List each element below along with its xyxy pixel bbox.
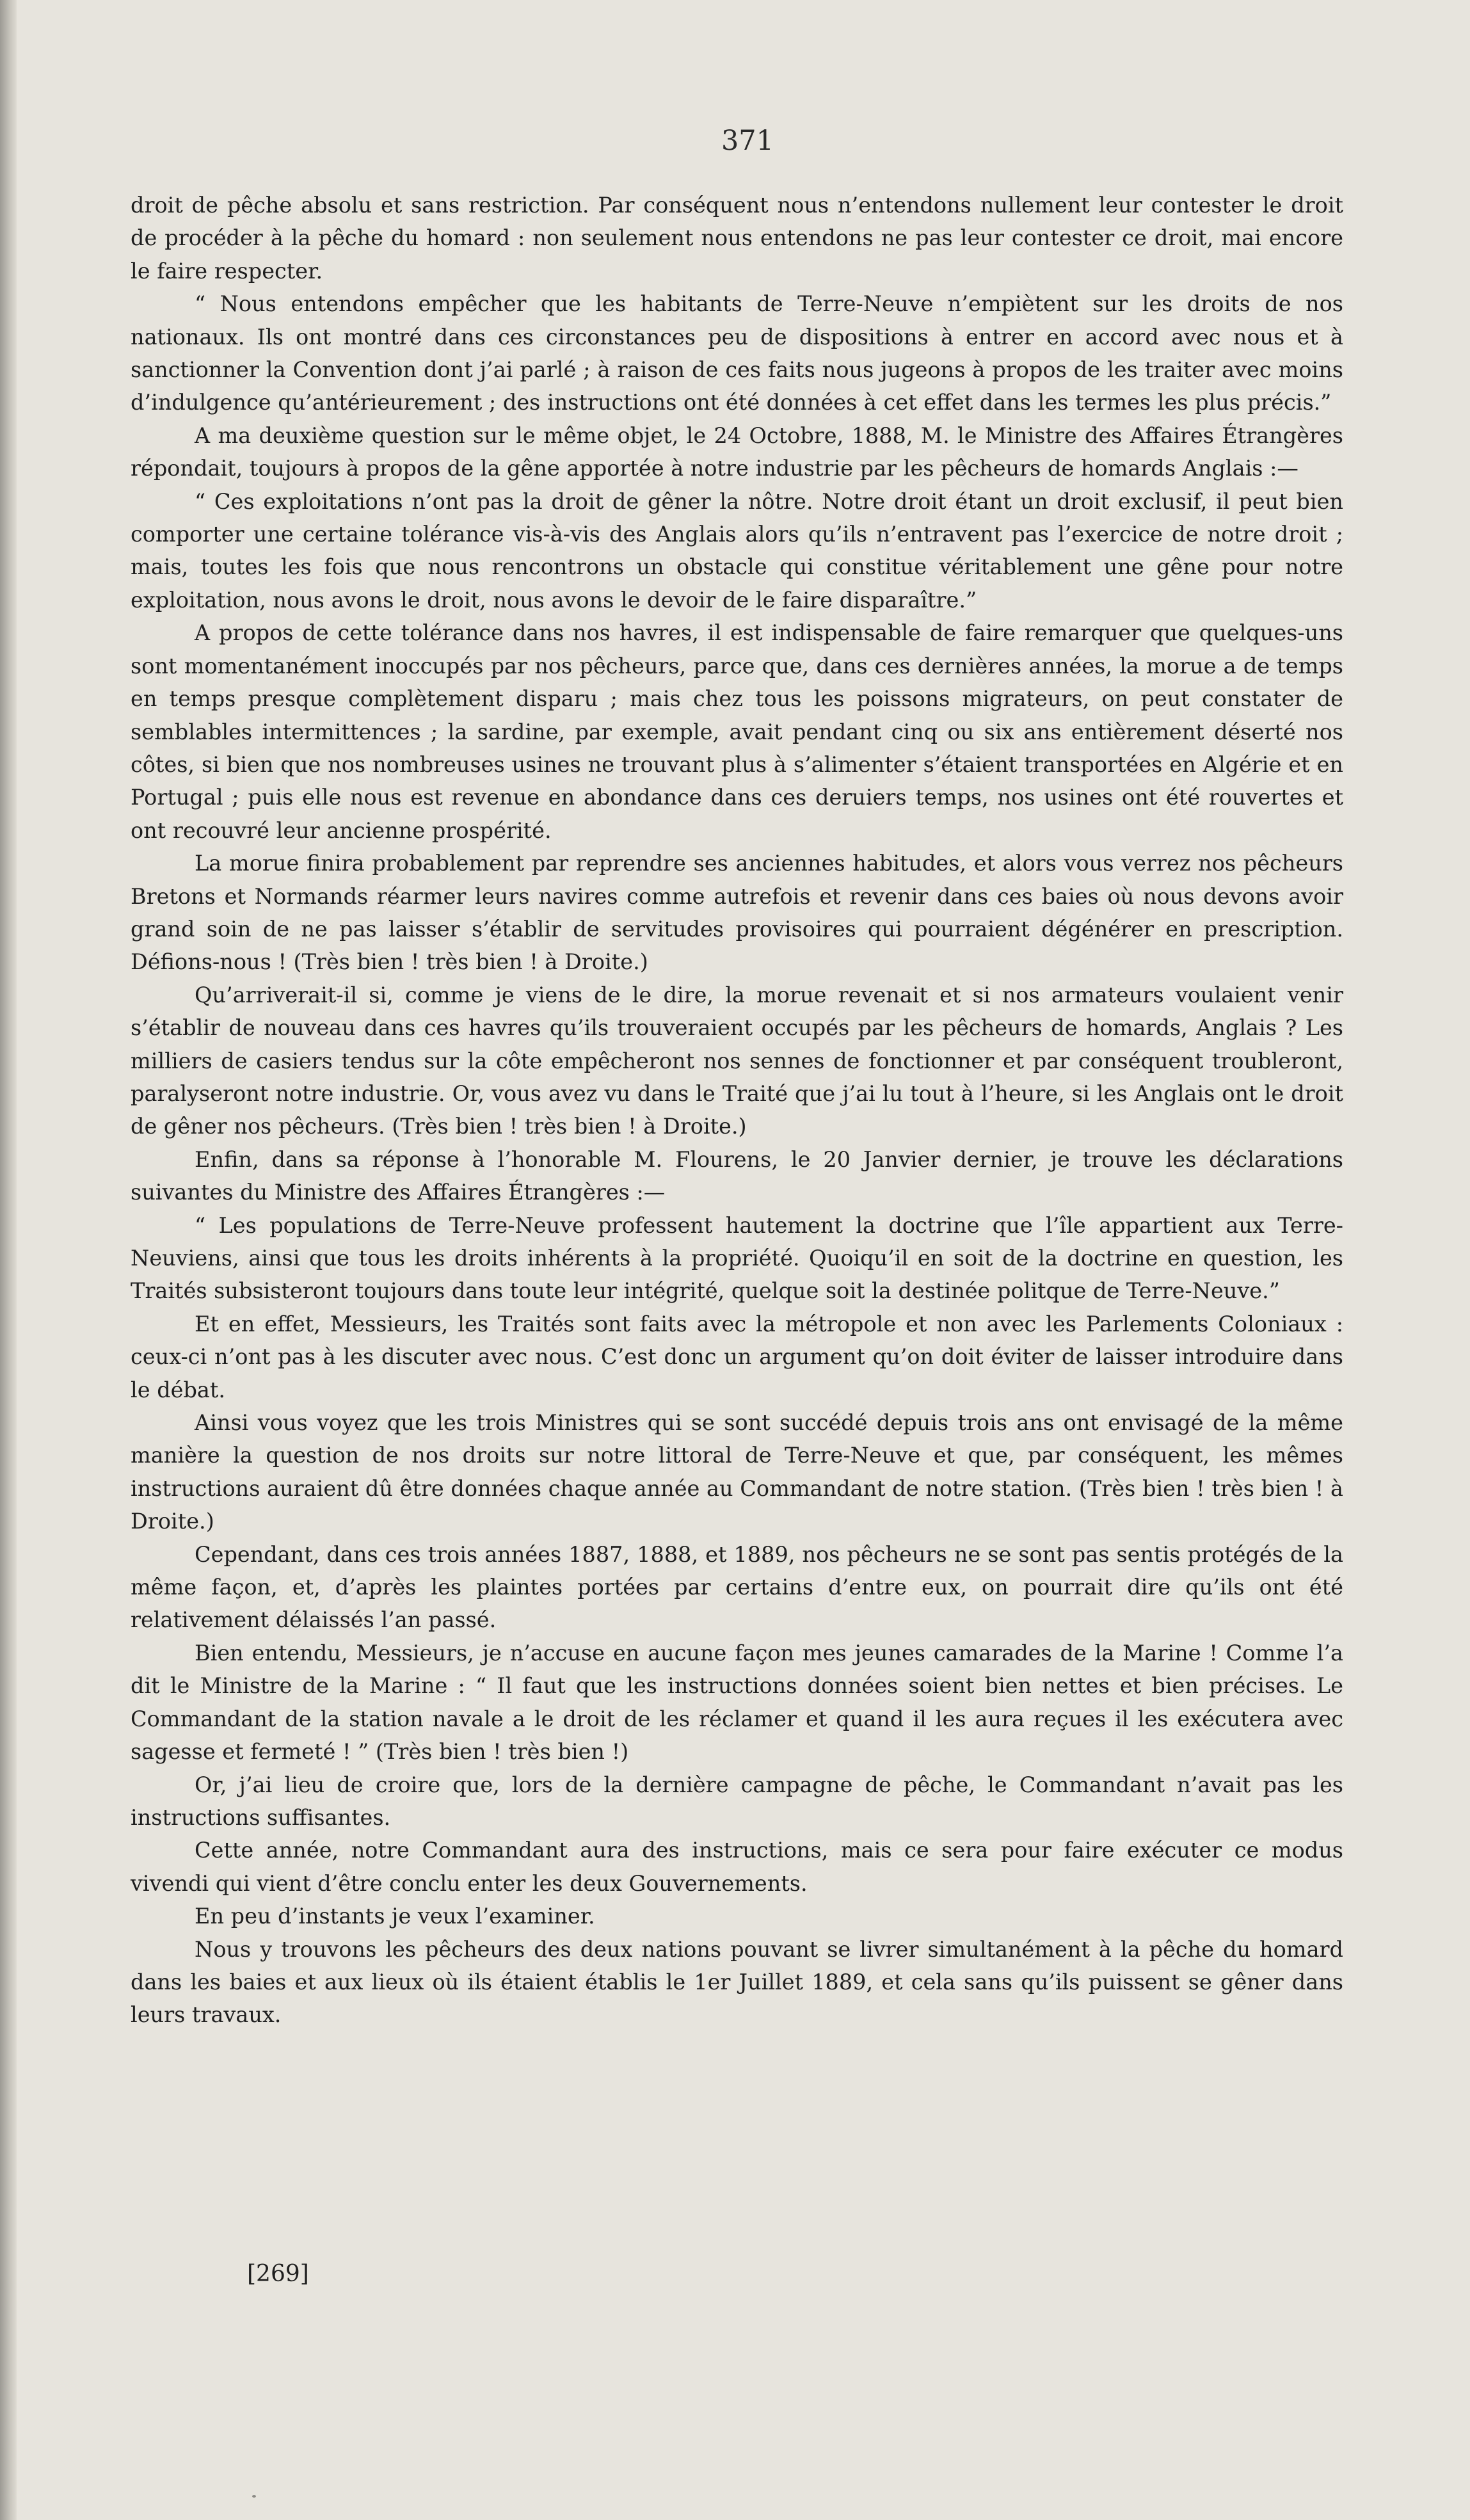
paragraph: Nous y trouvons les pêcheurs des deux nations pouvant se livrer simultanément à la pêche du homard dans les baies et aux lieux où ils étaient établis le 1er Juillet 1889, et cela sans qu’ils puissent se gêner dans leurs travaux. (131, 1936, 1343, 2028)
scan-speck (252, 2495, 256, 2498)
paragraph: Ainsi vous voyez que les trois Ministres qui se sont succédé depuis trois ans ont envisagé de la même manière la question de nos droits sur notre littoral de Terre-Neuve et que, par conséquent, les mêmes instructions auraient dû être données chaque année au Commandant de notre station. (Très bien ! très bien ! à Droite.) (131, 1410, 1343, 1534)
signature-mark: [269] (247, 2261, 309, 2287)
paragraph: A propos de cette tolérance dans nos havres, il est indispensable de faire remarquer que quelques-uns sont momentanément inoccupés par nos pêcheurs, parce que, dans ces dernières années, la morue a de temps en temps presque complètement disparu ; mais chez tous les poissons migrateurs, on peut constater de semblables intermittences ; la sardine, par exemple, avait pendant cinq ou six ans entièrement déserté nos côtes, si bien que nos nombreuses usines ne trouvant plus à s’alimenter s’étaient transportées en Algérie et en Portugal ; puis elle nous est revenue en abondance dans ces deruiers temps, nos usines ont été rouvertes et ont recouvré leur ancienne prospérité. (131, 620, 1343, 843)
paragraph: Qu’arriverait-il si, comme je viens de le dire, la morue revenait et si nos armateurs voulaient venir s’établir de nouveau dans ces havres qu’ils trouveraient occupés par les pêcheurs de homards, Anglais ? Les milliers de casiers tendus sur la côte empêcheront nos sennes de fonctionner et par conséquent troubleront, paralyseront notre industrie. Or, vous avez vu dans le Traité que j’ai lu tout à l’heure, si les Anglais ont le droit de gêner nos pêcheurs. (Très bien ! très bien ! à Droite.) (131, 982, 1343, 1139)
paragraph: droit de pêche absolu et sans restriction. Par conséquent nous n’entendons nullement leur contester le droit de procéder à la pêche du homard : non seulement nous entendons ne pas leur contester ce droit, mai encore le faire respecter. (131, 193, 1343, 284)
body-text (131, 189, 1343, 2032)
paragraph: Bien entendu, Messieurs, je n’accuse en aucune façon mes jeunes camarades de la Marine ! Comme l’a dit le Ministre de la Marine : “ Il faut que les instructions données soient bien nettes et bien précises. Le Commandant de la station navale a le droit de les réclamer et quand il les aura reçues il les exécutera avec sagesse et fermeté ! ” (Très bien ! très bien !) (131, 1640, 1343, 1765)
paragraph: “ Les populations de Terre-Neuve professent hautement la doctrine que l’île appartient aux Terre-Neuviens, ainsi que tous les droits inhérents à la propriété. Quoiqu’il en soit de la doctrine en question, les Traités subsisteront toujours dans toute leur intégrité, quelque soit la destinée politque de Terre-Neuve.” (131, 1212, 1343, 1304)
paragraph: Cette année, notre Commandant aura des instructions, mais ce sera pour faire exécuter ce modus vivendi qui vient d’être conclu enter les deux Gouvernements. (131, 1838, 1343, 1896)
paragraph: Cependant, dans ces trois années 1887, 1888, et 1889, nos pêcheurs ne se sont pas sentis protégés de la même façon, et, d’après les plaintes portées par certains d’entre eux, on pourrait dire qu’ils ont été relativement délaissés l’an passé. (131, 1541, 1343, 1633)
paragraph: La morue finira probablement par reprendre ses anciennes habitudes, et alors vous verrez nos pêcheurs Bretons et Normands réarmer leurs navires comme autrefois et revenir dans ces baies où nous devons avoir grand soin de ne pas laisser s’établir de servitudes provisoires qui pourraient dégénérer en prescription. Défions-nous ! (Très bien ! très bien ! à Droite.) (131, 851, 1343, 975)
paragraph: A ma deuxième question sur le même objet, le 24 Octobre, 1888, M. le Ministre des Affaires Étrangères répondait, toujours à propos de la gêne apportée à notre industrie par les pêcheurs de homards Anglais :— (131, 422, 1343, 481)
paragraph: Et en effet, Messieurs, les Traités sont faits avec la métropole et non avec les Parlements Coloniaux : ceux-ci n’ont pas à les discuter avec nous. C’est donc un argument qu’on doit éviter de laisser introduire dans le débat. (131, 1311, 1343, 1402)
paragraph: Enfin, dans sa réponse à l’honorable M. Flourens, le 20 Janvier dernier, je trouve les déclarations suivantes du Ministre des Affaires Étrangères :— (131, 1146, 1343, 1205)
page-number: 371 (721, 125, 774, 157)
paragraph: “ Ces exploitations n’ont pas la droit de gêner la nôtre. Notre droit étant un droit exclusif, il peut bien comporter une certaine tolérance vis-à-vis des Anglais alors qu’ils n’entravent pas l’exercice de notre droit ; mais, toutes les fois que nous rencontrons un obstacle qui constitue véritablement une gêne pour notre exploitation, nous avons le droit, nous avons le devoir de le faire disparaître.” (131, 488, 1343, 613)
paragraph: “ Nous entendons empêcher que les habitants de Terre-Neuve n’empiètent sur les droits de nos nationaux. Ils ont montré dans ces circonstances peu de dispositions à entrer en accord avec nous et à sanctionner la Convention dont j’ai parlé ; à raison de ces faits nous jugeons à propos de les traiter avec moins d’indulgence qu’antérieurement ; des instructions ont été données à cet effet dans les termes les plus précis.” (131, 291, 1343, 415)
document-page (17, 0, 1470, 2520)
paragraph: En peu d’instants je veux l’examiner. (195, 1904, 595, 1929)
scan-page-edge (0, 0, 17, 2520)
paragraph: Or, j’ai lieu de croire que, lors de la dernière campagne de pêche, le Commandant n’avait pas les instructions suffisantes. (131, 1772, 1343, 1830)
